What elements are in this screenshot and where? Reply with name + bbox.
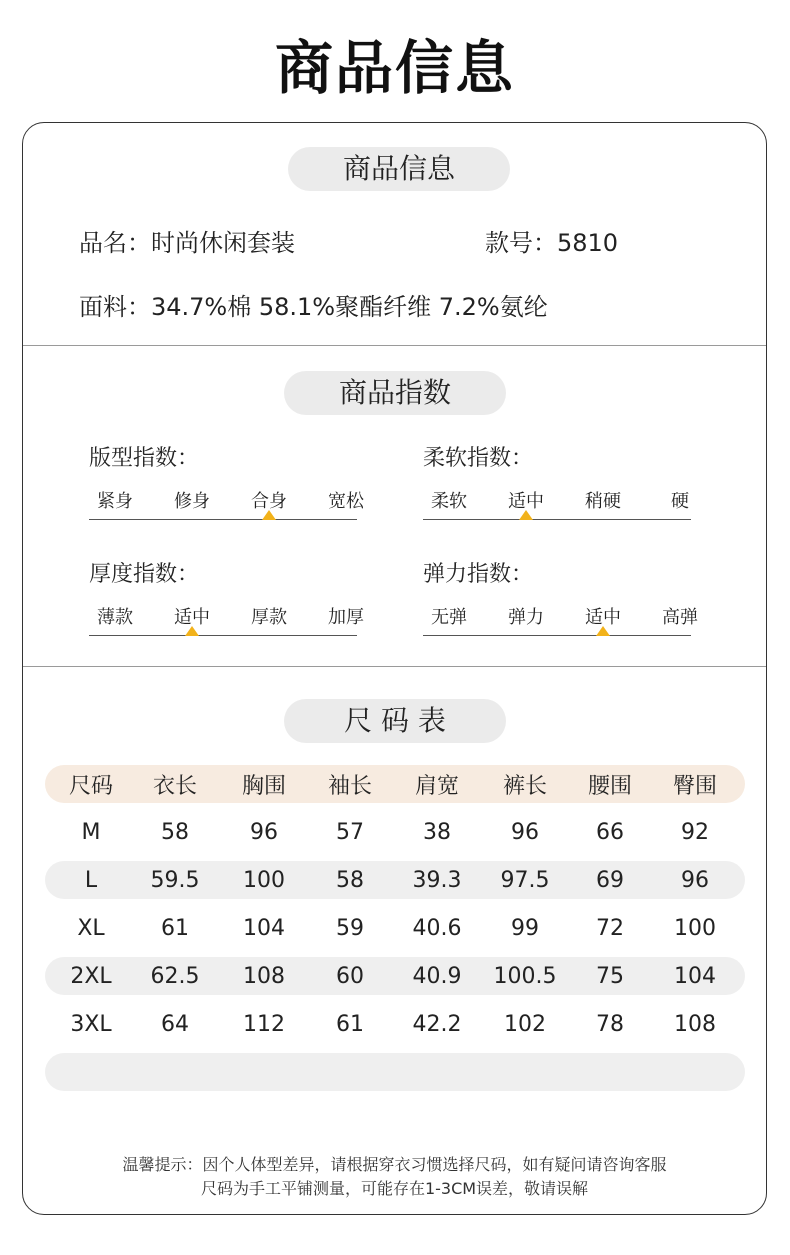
size-table-cell: 袖长 (327, 773, 372, 799)
size-table-cell: 108 (243, 963, 285, 989)
size-table-cell: 3XL (70, 1011, 112, 1037)
softness-index-title: 柔软指数： (423, 446, 534, 471)
size-table-cell: 96 (250, 819, 278, 845)
size-table-cell: 97.5 (500, 867, 550, 893)
size-table-header (45, 765, 745, 803)
softness-scale-marker (519, 510, 533, 520)
section-pill-info: 商品信息 (288, 147, 510, 191)
size-table-cell: 38 (423, 819, 451, 845)
product-info-card (22, 122, 767, 1215)
size-table-cell: 40.6 (412, 915, 462, 941)
elasticity-scale-option: 适中 (585, 607, 621, 628)
size-table-cell: 59 (336, 915, 364, 941)
size-table-cell: 衣长 (152, 773, 197, 799)
fit-scale-option: 宽松 (328, 491, 364, 512)
note-line-1: 温馨提示：因个人体型差异，请根据穿衣习惯选择尺码，如有疑问请咨询客服 (122, 1155, 667, 1174)
size-table-cell: L (84, 867, 98, 893)
size-table-cell: 72 (596, 915, 624, 941)
page-title: 商品信息 (274, 34, 515, 102)
size-table-row (45, 909, 745, 947)
size-table-cell: 61 (336, 1011, 364, 1037)
section-divider (23, 345, 766, 346)
size-table-cell: 112 (243, 1011, 285, 1037)
size-table-cell: 尺码 (68, 773, 113, 799)
softness-scale-line (423, 519, 691, 520)
size-table-cell: 42.2 (412, 1011, 462, 1037)
product-fabric: 面料：34.7%棉 58.1%聚酯纤维 7.2%氨纶 (79, 293, 548, 321)
size-table-cell: 58 (161, 819, 189, 845)
size-table-cell: 96 (681, 867, 709, 893)
size-table-cell: 108 (674, 1011, 716, 1037)
size-table-cell: 39.3 (412, 867, 462, 893)
size-table-cell: 104 (674, 963, 716, 989)
size-table-cell: 61 (161, 915, 189, 941)
elasticity-scale-option: 高弹 (662, 607, 698, 628)
size-table-empty-row (45, 1053, 745, 1091)
product-name: 品名：时尚休闲套装 (79, 229, 295, 257)
size-table-cell: 臀围 (672, 773, 717, 799)
elasticity-scale-option: 无弹 (431, 607, 467, 628)
size-table-cell: 57 (336, 819, 364, 845)
softness-scale-option: 硬 (671, 491, 689, 512)
size-table-cell: 60 (336, 963, 364, 989)
size-table-cell: 104 (243, 915, 285, 941)
thickness-index-title: 厚度指数： (89, 562, 200, 587)
elasticity-scale-option: 弹力 (508, 607, 544, 628)
softness-scale-option: 柔软 (431, 491, 467, 512)
size-table-cell: 腰围 (587, 773, 632, 799)
thickness-index-scale (89, 603, 364, 643)
thickness-scale-option: 薄款 (97, 607, 133, 628)
size-table-row (45, 861, 745, 899)
elasticity-index-scale (423, 603, 698, 643)
size-table-cell: 2XL (70, 963, 112, 989)
size-table-cell: 100 (674, 915, 716, 941)
size-table-cell: 胸围 (241, 773, 286, 799)
softness-scale-option: 适中 (508, 491, 544, 512)
thickness-scale-option: 厚款 (251, 607, 287, 628)
size-table-cell: 66 (596, 819, 624, 845)
size-table-cell: 78 (596, 1011, 624, 1037)
size-table-cell: 100.5 (493, 963, 557, 989)
size-table-cell: 99 (511, 915, 539, 941)
softness-scale-option: 稍硬 (585, 491, 621, 512)
thickness-scale-marker (185, 626, 199, 636)
size-table-cell: 40.9 (412, 963, 462, 989)
size-table-cell: 102 (504, 1011, 546, 1037)
note-line-2: 尺码为手工平铺测量，可能存在1-3CM误差，敬请误解 (200, 1179, 589, 1198)
thickness-scale-line (89, 635, 357, 636)
section-pill-index: 商品指数 (284, 371, 506, 415)
size-table-cell: M (81, 819, 101, 845)
size-table-row (45, 957, 745, 995)
fit-scale-line (89, 519, 357, 520)
size-table (45, 765, 745, 1091)
thickness-scale-option: 适中 (174, 607, 210, 628)
fit-index-title: 版型指数： (89, 446, 200, 471)
fit-scale-option: 修身 (174, 491, 210, 512)
size-table-cell: XL (77, 915, 105, 941)
size-table-cell: 62.5 (150, 963, 200, 989)
size-table-cell: 75 (596, 963, 624, 989)
size-table-row (45, 1005, 745, 1043)
softness-index-scale (423, 487, 691, 527)
fit-scale-option: 合身 (251, 491, 287, 512)
size-table-cell: 裤长 (502, 773, 547, 799)
size-table-cell: 92 (681, 819, 709, 845)
elasticity-index-title: 弹力指数： (423, 562, 534, 587)
size-table-cell: 100 (243, 867, 285, 893)
size-table-cell: 69 (596, 867, 624, 893)
size-table-cell: 59.5 (150, 867, 200, 893)
thickness-scale-option: 加厚 (328, 607, 364, 628)
size-table-cell: 58 (336, 867, 364, 893)
size-table-row (45, 813, 745, 851)
fit-index-scale (89, 487, 364, 527)
product-code: 款号：5810 (485, 229, 619, 257)
size-table-cell: 96 (511, 819, 539, 845)
fit-scale-marker (262, 510, 276, 520)
elasticity-scale-marker (596, 626, 610, 636)
section-pill-size: 尺 码 表 (284, 699, 506, 743)
size-table-cell: 肩宽 (414, 773, 459, 799)
fit-scale-option: 紧身 (97, 491, 133, 512)
section-divider (23, 666, 766, 667)
size-table-cell: 64 (161, 1011, 189, 1037)
elasticity-scale-line (423, 635, 691, 636)
